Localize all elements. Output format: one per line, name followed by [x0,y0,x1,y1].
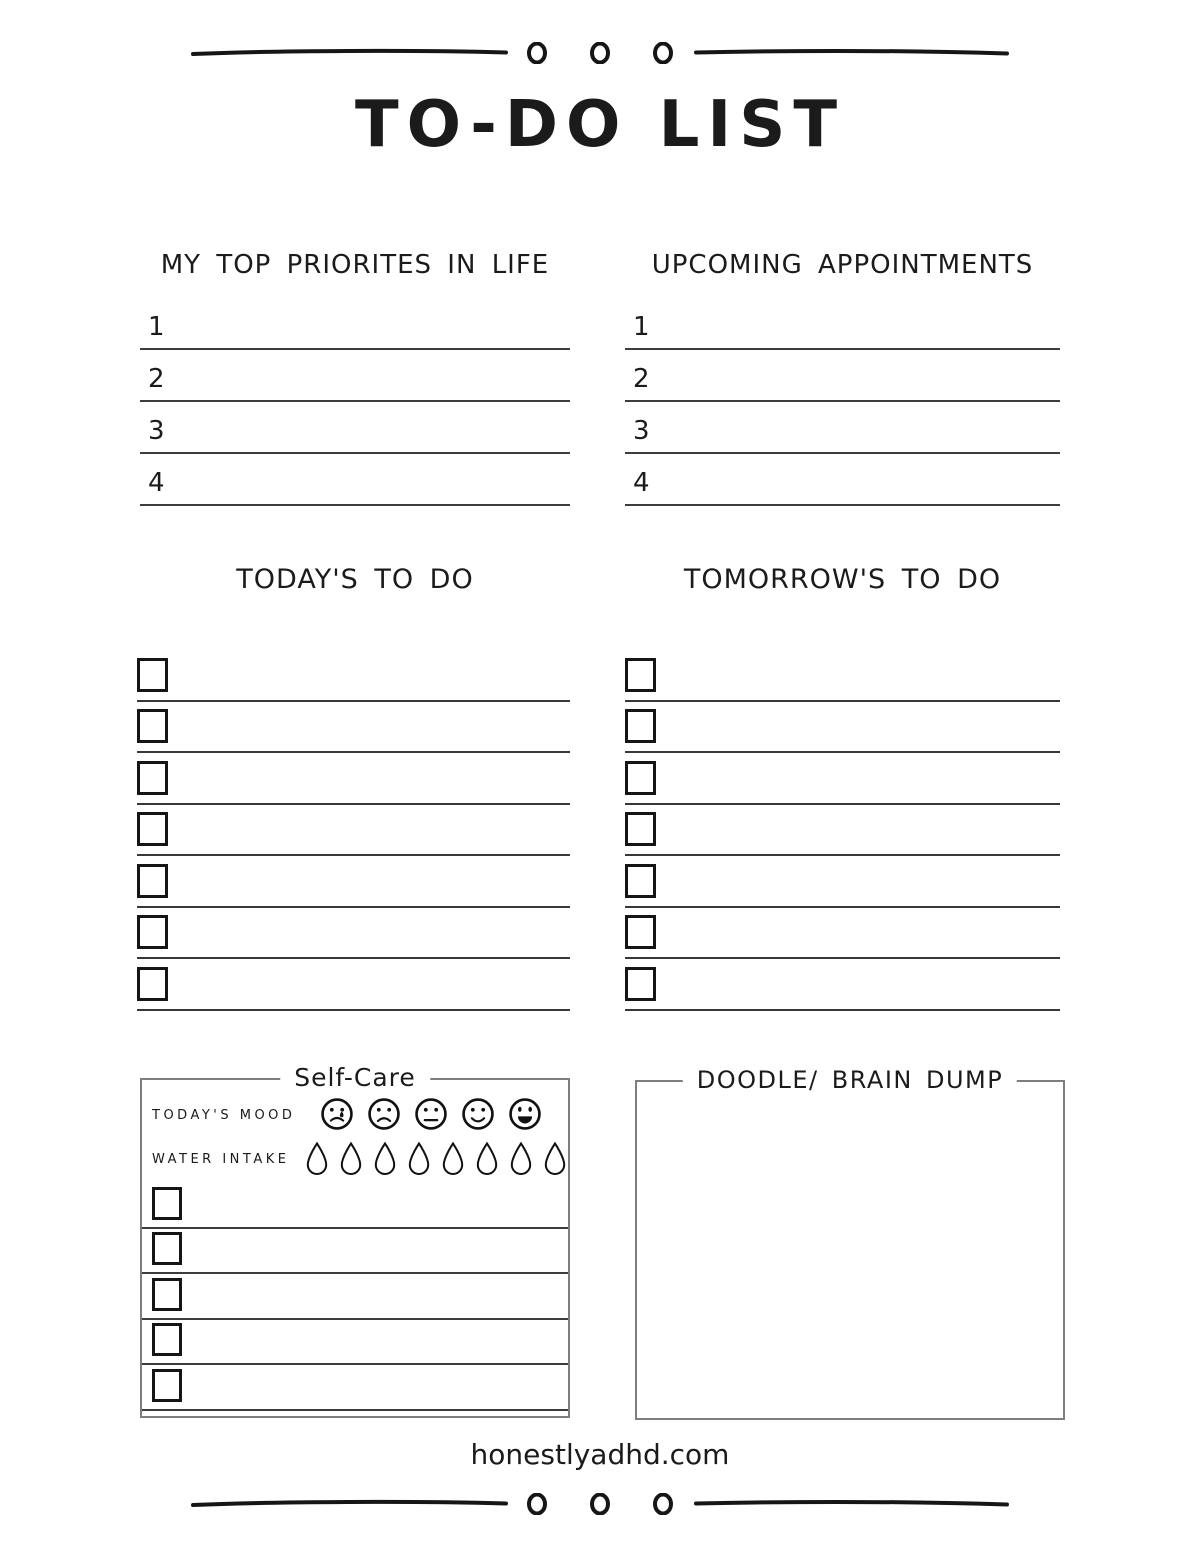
todo-row[interactable] [137,753,570,805]
water-tracker [152,1138,562,1180]
todo-checkbox[interactable] [137,761,168,795]
self-care-row[interactable] [142,1365,568,1411]
today-title: TODAY'S TO DO [236,564,474,595]
water-drop-icon[interactable] [508,1141,534,1177]
self-care-section [140,1063,570,1418]
tomorrow-todo-list [625,650,1060,1011]
self-care-checkbox[interactable] [152,1369,182,1402]
priority-line-3[interactable] [140,402,570,454]
line-number: 1 [633,312,650,342]
smiling-face-icon[interactable] [461,1097,495,1131]
todo-checkbox[interactable] [625,709,656,743]
todo-checkbox[interactable] [625,967,656,1001]
line-number: 2 [148,364,165,394]
mood-tracker [152,1096,562,1134]
todo-row[interactable] [137,702,570,754]
self-care-checkbox[interactable] [152,1278,182,1311]
todo-checkbox[interactable] [137,967,168,1001]
todo-row[interactable] [137,959,570,1011]
priority-line-1[interactable] [140,298,570,350]
todo-row[interactable] [625,753,1060,805]
line-number: 1 [148,312,165,342]
decorative-divider-bottom [190,1493,1010,1515]
self-care-checkbox[interactable] [152,1232,182,1265]
neutral-face-icon[interactable] [414,1097,448,1131]
decorative-divider-top [190,42,1010,64]
appointment-line-2[interactable] [625,350,1060,402]
self-care-checkbox[interactable] [152,1187,182,1220]
todo-row[interactable] [137,805,570,857]
todo-row[interactable] [137,650,570,702]
todo-row[interactable] [625,959,1060,1011]
grinning-face-icon[interactable] [508,1097,542,1131]
self-care-row[interactable] [142,1320,568,1366]
todo-checkbox[interactable] [625,658,656,692]
priority-line-4[interactable] [140,454,570,506]
todo-row[interactable] [137,856,570,908]
line-number: 3 [148,416,165,446]
todo-row[interactable] [625,805,1060,857]
appointment-line-1[interactable] [625,298,1060,350]
todo-checkbox[interactable] [137,915,168,949]
self-care-row[interactable] [142,1229,568,1275]
priority-line-2[interactable] [140,350,570,402]
circle-icon [655,1495,671,1514]
frowning-face-icon[interactable] [367,1097,401,1131]
appointment-line-4[interactable] [625,454,1060,506]
mood-scale [320,1097,542,1131]
appointments-title: UPCOMING APPOINTMENTS [651,250,1034,280]
self-care-title: Self-Care [280,1063,430,1092]
circle-icon [655,44,671,63]
water-intake-label: WATER INTAKE [152,1151,290,1167]
todo-row[interactable] [625,650,1060,702]
todo-checkbox[interactable] [625,761,656,795]
crying-face-icon[interactable] [320,1097,354,1131]
todo-checkbox[interactable] [137,864,168,898]
water-drop-icon[interactable] [542,1141,568,1177]
circle-icon [592,1495,608,1514]
water-drop-scale [304,1141,568,1177]
self-care-checklist [142,1183,568,1411]
water-drop-icon[interactable] [372,1141,398,1177]
todo-checkbox[interactable] [625,915,656,949]
line-number: 2 [633,364,650,394]
today-todo-list [137,650,570,1011]
appointments-list [625,298,1060,506]
todo-checkbox[interactable] [137,658,168,692]
todo-checkbox[interactable] [137,812,168,846]
water-drop-icon[interactable] [406,1141,432,1177]
self-care-row[interactable] [142,1183,568,1229]
water-drop-icon[interactable] [474,1141,500,1177]
circle-icon [592,44,608,63]
todo-row[interactable] [625,908,1060,960]
circle-icon [529,1495,545,1514]
todo-row[interactable] [137,908,570,960]
line-number: 3 [633,416,650,446]
mood-label: TODAY'S MOOD [152,1107,296,1123]
circle-icon [529,44,545,63]
todo-checkbox[interactable] [625,864,656,898]
line-number: 4 [148,468,165,498]
water-drop-icon[interactable] [440,1141,466,1177]
appointment-line-3[interactable] [625,402,1060,454]
todo-row[interactable] [625,856,1060,908]
doodle-title: DOODLE/ BRAIN DUMP [683,1066,1017,1094]
water-drop-icon[interactable] [338,1141,364,1177]
page-title: TO-DO LIST [355,88,845,162]
doodle-brain-dump-box[interactable] [635,1066,1065,1420]
priorities-list [140,298,570,506]
todo-checkbox[interactable] [625,812,656,846]
priorities-title: MY TOP PRIORITES IN LIFE [160,250,550,280]
line-number: 4 [633,468,650,498]
tomorrow-title: TOMORROW'S TO DO [683,564,1002,595]
todo-row[interactable] [625,702,1060,754]
self-care-row[interactable] [142,1274,568,1320]
water-drop-icon[interactable] [304,1141,330,1177]
todo-checkbox[interactable] [137,709,168,743]
footer-site-url: honestlyadhd.com [470,1438,730,1471]
self-care-checkbox[interactable] [152,1323,182,1356]
